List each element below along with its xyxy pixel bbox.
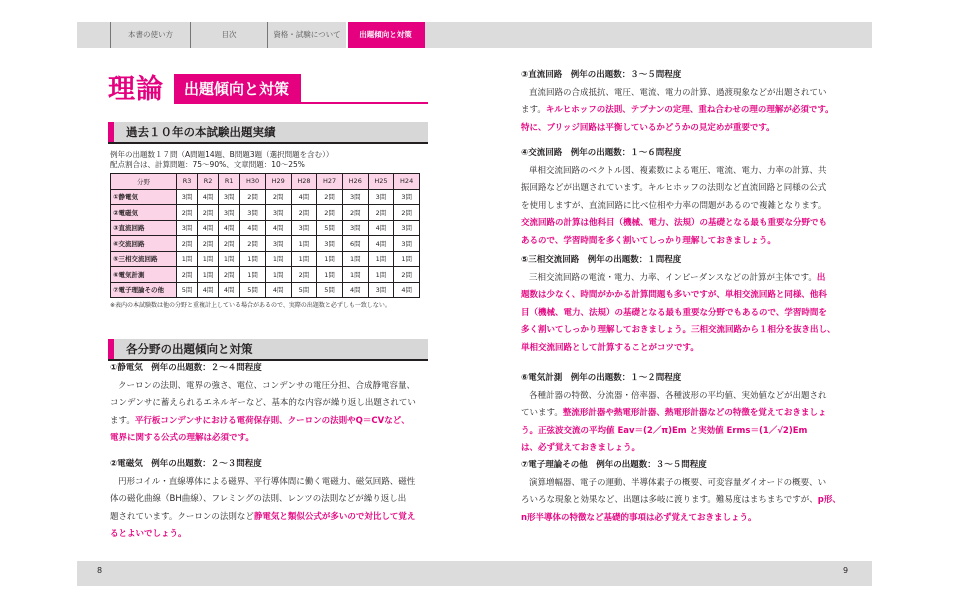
table-cell-count: 2問 (368, 205, 394, 221)
table-cell-count: 1問 (342, 267, 368, 283)
table-cell-count: 2問 (394, 205, 420, 221)
table-cell-count: 2問 (317, 189, 343, 205)
topic-text: 円形コイル・直線導体による磁界、平行導体間に働く電磁力、磁気回路、磁性 (118, 476, 416, 487)
table-row (111, 220, 420, 236)
table-cell-count: 1問 (291, 251, 317, 267)
table-cell-count: 5問 (317, 220, 343, 236)
exam-count-text: 例年の出題数１７問（A問題14題、B問題3題（選択問題を含む）） (110, 150, 334, 159)
topic-text: コンデンサに蓄えられるエネルギーなど、基本的な内容が繰り返し出題されてい (110, 398, 416, 408)
table-cell-count: 3問 (394, 220, 420, 236)
table-cell-count: 2問 (177, 236, 198, 252)
tab-exam-info[interactable]: 資格・試験について (267, 22, 346, 48)
tab-contents[interactable]: 目次 (190, 22, 267, 48)
table-cell-count: 2問 (219, 267, 240, 283)
table-cell-count: 4問 (368, 236, 394, 252)
table-header-year: H25 (368, 174, 394, 190)
table-cell-field: ①静電気 (111, 189, 177, 205)
table-cell-count: 5問 (240, 282, 266, 298)
table-cell-count: 3問 (265, 205, 291, 221)
table-header-year: H24 (394, 174, 420, 190)
table-cell-count: 2問 (177, 205, 198, 221)
topic-text: クーロンの法則、電界の強さ、電位、コンデンサの電圧分担、合成静電容量、 (118, 380, 415, 391)
table-cell-count: 6問 (342, 236, 368, 252)
topic-text: 直流回路の合成抵抗、電圧、電流、電力の計算、過渡現象などが出題されてい (529, 87, 827, 98)
table-cell-count: 3問 (240, 205, 266, 221)
topic-key-point: るとよいでしょう。 (110, 529, 187, 539)
table-cell-count: 2問 (291, 267, 317, 283)
topic-text: ています。整流形計器や熱電形計器、熱電形計器などの特徴を覚えておきましょ (521, 408, 827, 418)
tab-trends[interactable]: 出題傾向と対策 (346, 22, 425, 48)
topic-text: 各種計器の特徴、分流器・倍率器、各種波形の平均値、実効値などが出題され (529, 390, 827, 401)
table-cell-count: 2問 (198, 236, 219, 252)
table-cell-count: 4問 (198, 189, 219, 205)
tab-how-to-use[interactable]: 本書の使い方 (110, 22, 190, 48)
topic-key-point: は、必ず覚えておきましょう。 (521, 443, 641, 453)
table-cell-count: 1問 (177, 251, 198, 267)
topic-heading: ⑤三相交流回路 例年の出題数：１問程度 (521, 255, 682, 265)
table-cell-count: 3問 (177, 189, 198, 205)
page-number-left: 8 (97, 566, 103, 575)
table-cell-count: 5問 (291, 282, 317, 298)
table-cell-count: 2問 (198, 205, 219, 221)
topic-key-point: 題数は少なく、時間がかかる計算問題も多いですが、単相交流回路と同様、他科 (521, 290, 827, 300)
table-header-year: H27 (317, 174, 343, 190)
table-cell-count: 2問 (265, 189, 291, 205)
topic-key-point: 多く割いてしっかり理解しておきましょう。三相交流回路から１相分を抜き出し、 (521, 325, 836, 335)
topic-heading: ①静電気 例年の出題数：２～４問程度 (110, 363, 262, 373)
table-cell-count: 1問 (317, 267, 343, 283)
table-cell-count: 3問 (368, 282, 394, 298)
section-heading-history: 過去１０年の本試験出題実績 (108, 122, 428, 142)
table-cell-count: 3問 (342, 220, 368, 236)
topic-text: ます。キルヒホッフの法則、テブナンの定理、重ね合わせの理の理解が必須です。 (521, 105, 834, 115)
table-cell-count: 2問 (240, 236, 266, 252)
table-cell-count: 1問 (342, 251, 368, 267)
table-cell-count: 4問 (394, 282, 420, 298)
score-ratio-text: 配点割合は、計算問題：75～90%、文章問題：10～25% (110, 160, 305, 169)
table-cell-count: 3問 (291, 220, 317, 236)
topic-measurement (521, 370, 851, 458)
topic-text: 単相交流回路のベクトル図、複素数による電圧、電流、電力、力率の計算、共 (529, 165, 827, 176)
topic-heading: ③直流回路 例年の出題数：３～５問程度 (521, 70, 682, 80)
table-cell-count: 5問 (177, 282, 198, 298)
table-header-year: R3 (177, 174, 198, 190)
table-cell-count: 3問 (394, 189, 420, 205)
table-cell-count: 2問 (342, 205, 368, 221)
table-row (111, 267, 420, 283)
topic-text: 体の磁化曲線（BH曲線）、フレミングの法則、レンツの法則などが繰り返し出 (110, 494, 407, 504)
table-cell-count: 4問 (368, 220, 394, 236)
table-cell-count: 3問 (177, 220, 198, 236)
topic-heading: ②電磁気 例年の出題数：２～３問程度 (110, 459, 262, 469)
page-number-right: 9 (843, 566, 849, 575)
table-cell-count: 1問 (219, 251, 240, 267)
table-cell-count: 1問 (198, 251, 219, 267)
table-header-year: H28 (291, 174, 317, 190)
table-header-row (111, 174, 420, 190)
table-header-field: 分野 (111, 174, 177, 190)
section-heading-trends: 各分野の出題傾向と対策 (108, 339, 428, 359)
page-title: 理論 (108, 74, 164, 105)
table-cell-count: 4問 (219, 220, 240, 236)
table-header-year: H26 (342, 174, 368, 190)
table-cell-count: 1問 (368, 267, 394, 283)
title-underline (301, 102, 428, 104)
table-cell-count: 4問 (342, 282, 368, 298)
table-cell-count: 5問 (317, 282, 343, 298)
table-cell-count: 2問 (291, 205, 317, 221)
topic-text: を使用しますが、直流回路に比べ位相や力率の問題があるので複雑となります。 (521, 200, 827, 211)
topic-text: 三相交流回路の電流・電力、力率、インピーダンスなどの計算が主体です。出 (529, 272, 826, 283)
table-cell-count: 1問 (198, 267, 219, 283)
table-cell-field: ④交流回路 (111, 236, 177, 252)
topic-electronics (521, 457, 851, 527)
table-cell-count: 2問 (240, 189, 266, 205)
topic-electromagnetism (110, 456, 430, 544)
table-cell-count: 2問 (394, 267, 420, 283)
table-cell-count: 1問 (240, 267, 266, 283)
table-cell-count: 3問 (394, 236, 420, 252)
table-cell-count: 1問 (368, 251, 394, 267)
topic-heading: ④交流回路 例年の出題数：１～６問程度 (521, 148, 682, 158)
table-header-year: R1 (219, 174, 240, 190)
table-header-year: R2 (198, 174, 219, 190)
table-cell-count: 3問 (219, 189, 240, 205)
table-cell-count: 4問 (265, 220, 291, 236)
table-header-year: H30 (240, 174, 266, 190)
topic-key-point: 目（機械、電力、法規）の基礎となる最も重要な分野でもあるので、学習時間を (521, 307, 827, 318)
table-cell-count: 1問 (291, 236, 317, 252)
table-cell-count: 3問 (219, 205, 240, 221)
table-row (111, 236, 420, 252)
table-cell-count: 1問 (317, 251, 343, 267)
table-cell-field: ③直流回路 (111, 220, 177, 236)
topic-three-phase (521, 252, 851, 357)
topic-key-point: 交流回路の計算は他科目（機械、電力、法規）の基礎となる最も重要な分野でも (521, 218, 828, 228)
table-row (111, 251, 420, 267)
topic-key-point: 特に、ブリッジ回路は平衡しているかどうかの見定めが重要です。 (521, 122, 775, 133)
table-cell-count: 2問 (219, 236, 240, 252)
topic-ac-circuit (521, 145, 851, 250)
table-cell-count: 1問 (394, 251, 420, 267)
table-cell-field: ⑦電子理論その他 (111, 282, 177, 298)
table-cell-count: 4問 (240, 220, 266, 236)
table-cell-count: 2問 (177, 267, 198, 283)
topic-key-point: 単相交流回路として計算することがコツです。 (521, 342, 699, 353)
table-row (111, 205, 420, 221)
topic-heading: ⑦電子理論その他 例年の出題数：３～５問程度 (521, 460, 707, 470)
topic-text: 演算増幅器、電子の運動、半導体素子の概要、可変容量ダイオードの概要、い (529, 477, 827, 488)
topic-dc-circuit (521, 67, 851, 137)
topic-text: 題されています。クーロンの法則など静電気と類似公式が多いので対比して覚え (110, 511, 416, 522)
page-title-tag: 出題傾向と対策 (174, 74, 301, 104)
topic-formula: う。正弦波交流の平均値 Eav＝(2／π)Em と実効値 Erms＝(1／√2)Em (521, 425, 808, 436)
topic-text: 振回路などが出題されています。キルヒホッフの法則など直流回路と同様の公式 (521, 183, 827, 193)
table-row (111, 282, 420, 298)
table-header-year: H29 (265, 174, 291, 190)
table-cell-count: 4問 (198, 220, 219, 236)
exam-history-table (110, 173, 420, 298)
table-cell-field: ⑥電気計測 (111, 267, 177, 283)
topic-key-point: n形半導体の特徴など基礎的事項は必ず覚えておきましょう。 (521, 512, 757, 523)
table-row (111, 189, 420, 205)
table-cell-count: 1問 (265, 251, 291, 267)
topic-key-point: 電界に関する公式の理解は必須です。 (110, 433, 254, 443)
topic-key-point: あるので、学習時間を多く割いてしっかり理解しておきましょう。 (521, 235, 776, 246)
table-cell-count: 4問 (198, 282, 219, 298)
table-note: ※表内の本試験数は他の分野と重複計上している場合があるので、実際の出題数と必ずしも一致しない。 (110, 302, 391, 309)
footer-bar (77, 561, 872, 586)
table-cell-count: 1問 (240, 251, 266, 267)
table-cell-field: ②電磁気 (111, 205, 177, 221)
table-cell-count: 3問 (265, 236, 291, 252)
table-cell-count: 3問 (368, 189, 394, 205)
table-cell-count: 1問 (265, 267, 291, 283)
topic-text: ろいろな現象と効果など、出題は多岐に渡ります。難易度はまちまちですが、p形、 (521, 495, 841, 505)
table-cell-count: 4問 (291, 189, 317, 205)
topic-text: ます。平行板コンデンサにおける電荷保存則、クーロンの法則やQ＝CVなど、 (110, 415, 410, 426)
topic-electrostatics (110, 360, 430, 448)
table-cell-count: 3問 (317, 236, 343, 252)
table-cell-count: 4問 (265, 282, 291, 298)
topic-heading: ⑥電気計測 例年の出題数：１～２問程度 (521, 373, 682, 383)
table-cell-count: 2問 (317, 205, 343, 221)
table-cell-count: 4問 (219, 282, 240, 298)
table-cell-field: ⑤三相交流回路 (111, 251, 177, 267)
table-cell-count: 3問 (342, 189, 368, 205)
